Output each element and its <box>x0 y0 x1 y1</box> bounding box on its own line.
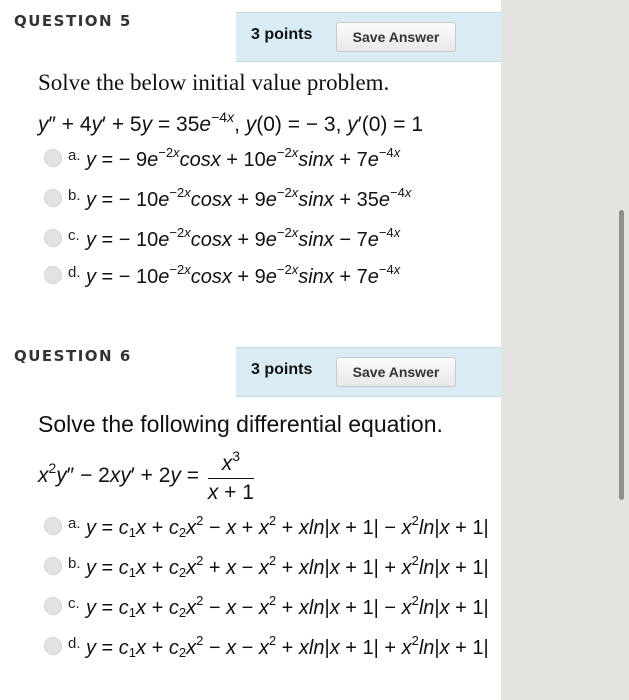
option-expression: $y = c_1x + c_2x^2 - x + x^2 + xln|x + 1| - x^2\ln|x + 1|$ <box>86 513 489 540</box>
option-letter: d. <box>68 635 81 652</box>
question-title: QUESTION 6 <box>14 347 132 365</box>
option-expression: $y = c_1x + c_2x^2 - x - x^2 + xln|x + 1| - x^2\ln|x + 1|$ <box>86 593 489 620</box>
option-letter: a. <box>68 147 81 164</box>
question-prompt: Solve the following differential equation. <box>38 411 443 437</box>
option-letter: c. <box>68 227 80 244</box>
fraction: $\frac{x^3}{x + 1}$ <box>207 448 254 504</box>
option-expression: $y = c_1x + c_2x^2 + x - x^2 + xln|x + 1| + x^2\ln|x + 1|$ <box>86 553 489 580</box>
side-panel <box>501 0 629 700</box>
question-prompt: Solve the below initial value problem. <box>38 70 390 95</box>
save-answer-button[interactable]: Save Answer <box>336 22 456 52</box>
option-expression: y = − $9e^{-2x}\cos x + 10e^{-2x}\sin x + 7e^{-4x}$ <box>86 145 401 171</box>
radio-button[interactable] <box>44 189 62 207</box>
option-expression: y = − $10e^{-2x}\cos x + 9e^{-2x}\sin x + 7e^{-4x}$ <box>86 262 401 288</box>
option-expression: y = − $10e^{-2x}\cos x + 9e^{-2x}\sin x - 7e^{-4x}$ <box>86 225 401 251</box>
radio-button[interactable] <box>44 517 62 535</box>
option-letter: b. <box>68 555 81 572</box>
radio-button[interactable] <box>44 149 62 167</box>
radio-button[interactable] <box>44 597 62 615</box>
question-6-header <box>0 335 501 385</box>
radio-button[interactable] <box>44 266 62 284</box>
radio-button[interactable] <box>44 229 62 247</box>
option-letter: b. <box>68 187 81 204</box>
option-letter: a. <box>68 515 81 532</box>
option-letter: d. <box>68 264 81 281</box>
vertical-scrollbar[interactable] <box>619 210 624 500</box>
points-bar <box>236 347 501 397</box>
radio-button[interactable] <box>44 637 62 655</box>
option-expression: y = − $10e^{-2x}\cos x + 9e^{-2x}\sin x + 35e^{-4x}$ <box>86 185 412 211</box>
points-label: 3 points <box>251 26 313 43</box>
radio-button[interactable] <box>44 557 62 575</box>
points-bar <box>236 12 501 62</box>
question-equation: $y'' + 4y' + 5y = 35e^{-4x}$, y(0) = − 3, y′(0) = 1 <box>38 109 423 136</box>
question-title: QUESTION 5 <box>14 12 132 30</box>
option-letter: c. <box>68 595 80 612</box>
save-answer-button[interactable]: Save Answer <box>336 357 456 387</box>
question-5-header <box>0 0 501 50</box>
question-equation: $x^2y'' - 2xy' + 2y$ = $\frac{x^3}{x + 1}$ <box>38 448 254 504</box>
option-expression: $y = c_1x + c_2x^2 - x - x^2 + xln|x + 1| + x^2\ln|x + 1|$ <box>86 633 489 660</box>
points-label: 3 points <box>251 361 313 378</box>
